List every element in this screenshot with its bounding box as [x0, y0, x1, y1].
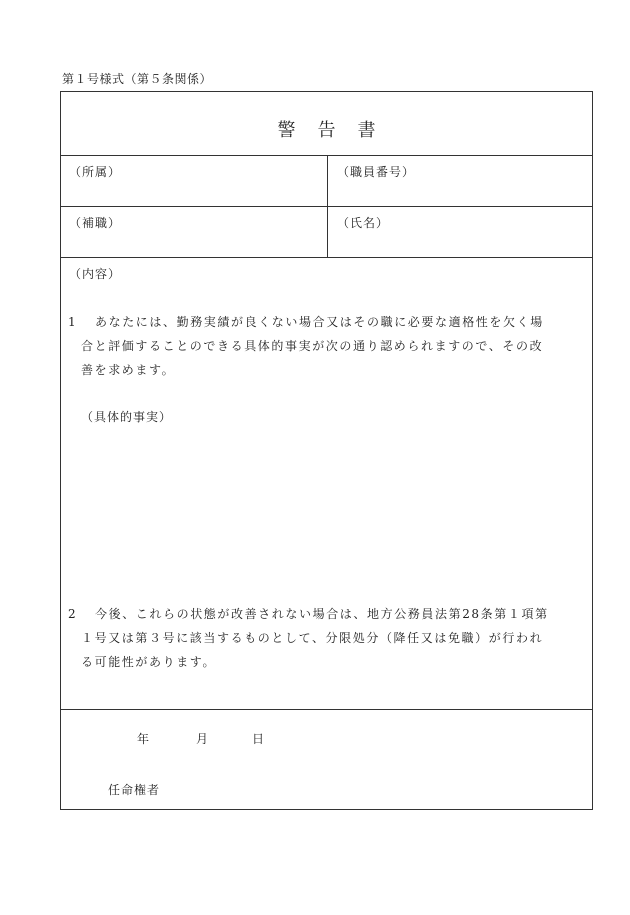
paragraph-2-line — [68, 602, 568, 626]
paragraph-1-number: 1 — [68, 315, 78, 329]
employee-number-label: （職員番号） — [337, 165, 416, 179]
paragraph-1-line: 善を求めます。 — [81, 363, 176, 377]
cell-divider — [327, 156, 328, 206]
position-label: （補職） — [69, 216, 122, 230]
content-label: （内容） — [69, 267, 122, 281]
date-month-label: 月 — [196, 732, 209, 746]
paragraph-2 — [68, 602, 568, 674]
date-year-label: 年 — [137, 732, 150, 746]
document-title: 警告書 — [277, 120, 398, 141]
warning-form — [60, 91, 593, 810]
paragraph-1 — [68, 310, 568, 382]
name-label: （氏名） — [337, 216, 390, 230]
title-row — [61, 92, 592, 156]
form-number: 第１号様式（第５条関係） — [62, 72, 213, 86]
paragraph-1-line: 合と評価することのできる具体的事実が次の通り認められますので、その改 — [81, 339, 544, 353]
paragraph-1-line — [68, 310, 568, 334]
signature-section — [61, 710, 592, 809]
paragraph-2-text: 今後、これらの状態が改善されない場合は、地方公務員法第28条第１項第 — [95, 607, 549, 621]
paragraph-2-line: る可能性があります。 — [81, 655, 217, 669]
appointing-authority-label: 任命権者 — [108, 783, 161, 797]
affiliation-row — [61, 156, 592, 207]
paragraph-1-text: あなたには、勤務実績が良くない場合又はその職に必要な適格性を欠く場 — [95, 315, 544, 329]
affiliation-label: （所属） — [69, 165, 122, 179]
cell-divider — [327, 207, 328, 257]
date-day-label: 日 — [252, 732, 265, 746]
position-row — [61, 207, 592, 258]
specific-facts-label: （具体的事実） — [81, 410, 173, 424]
paragraph-2-number: 2 — [68, 607, 78, 621]
content-section — [61, 258, 592, 710]
paragraph-2-line: １号又は第３号に該当するものとして、分限処分（降任又は免職）が行われ — [81, 631, 544, 645]
